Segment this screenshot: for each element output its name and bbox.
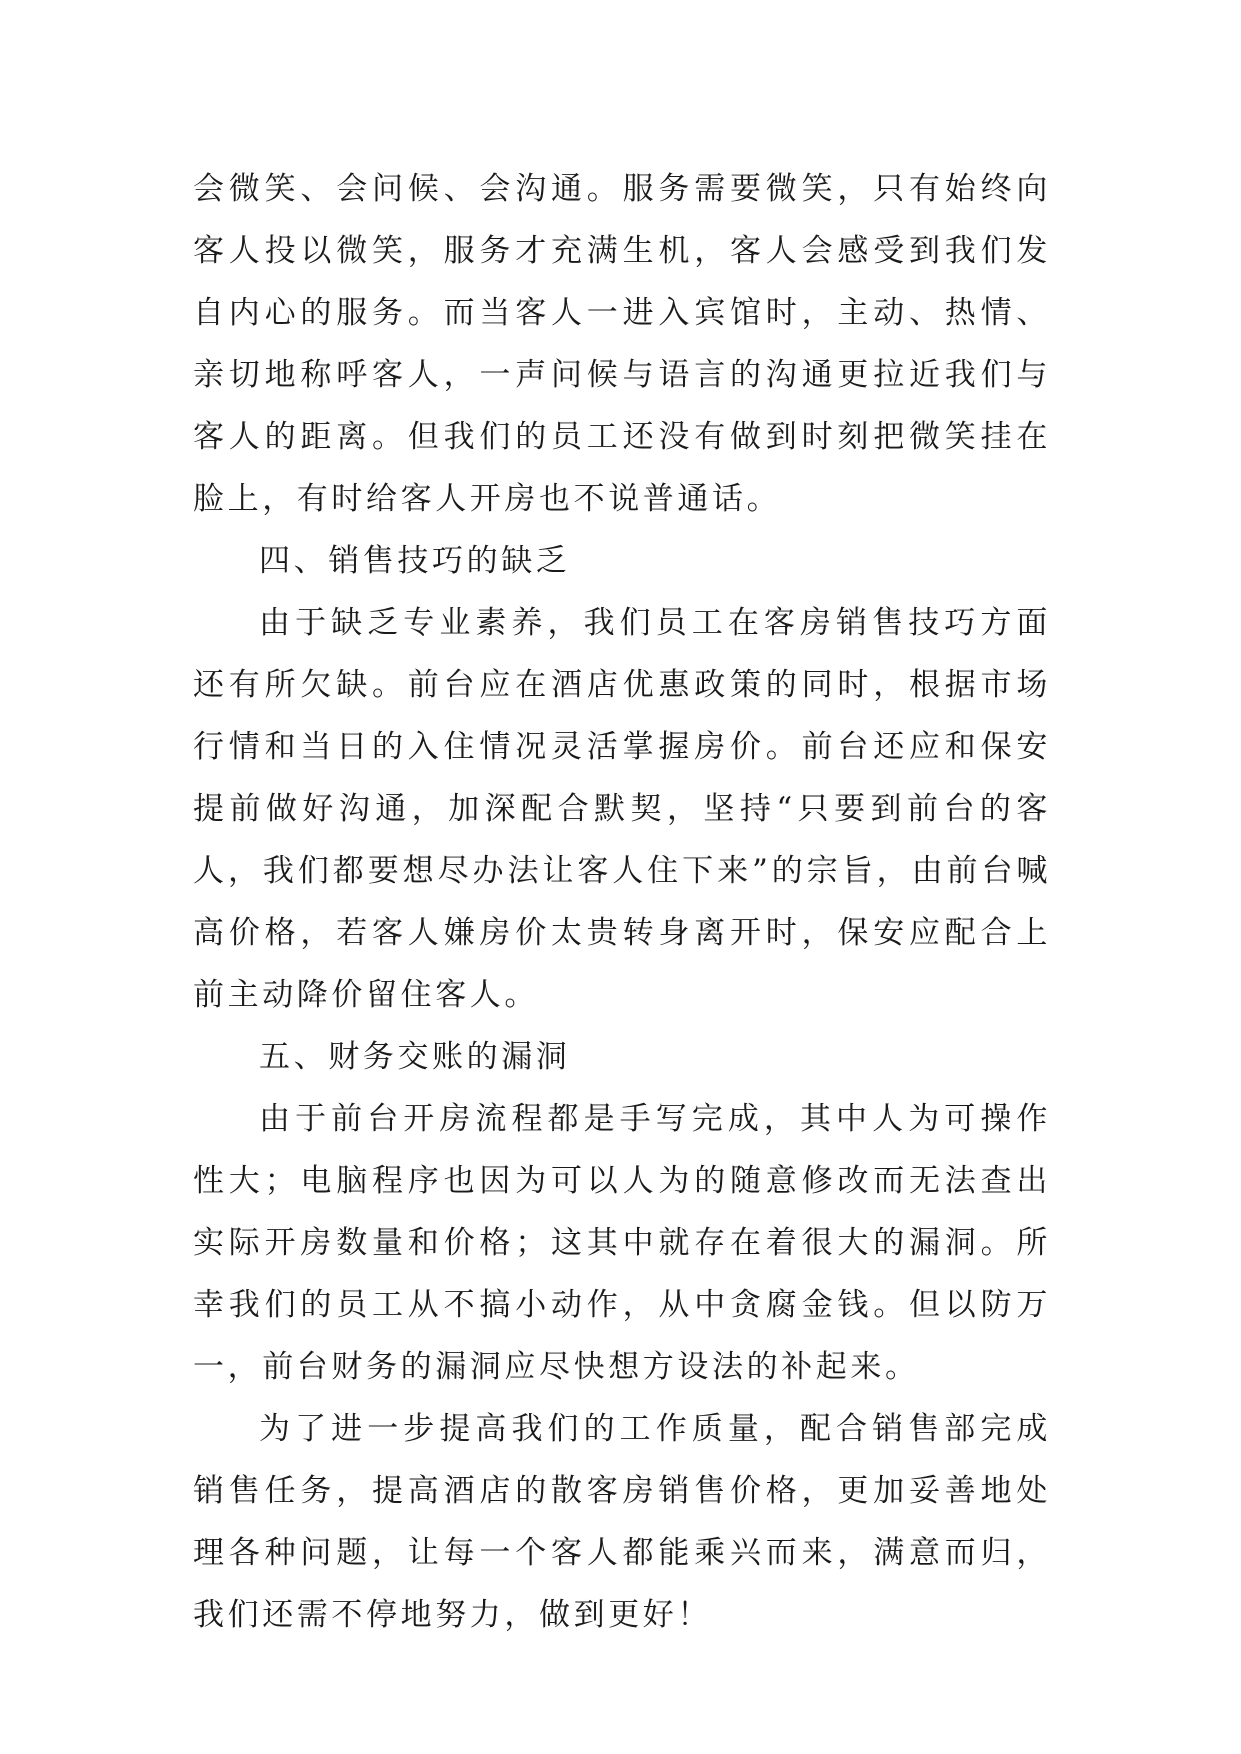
paragraph-conclusion: 为了进一步提高我们的工作质量，配合销售部完成销售任务，提高酒店的散客房销售价格，更加妥善地处理各种问题，让每一个客人都能乘兴而来，满意而归，我们还需不停地努力，做到更好！ — [193, 1411, 1051, 1633]
paragraph-smile-service: 会微笑、会问候、会沟通。服务需要微笑，只有始终向客人投以微笑，服务才充满生机，客人会感受到我们发自内心的服务。而当客人一进入宾馆时，主动、热情、亲切地称呼客人，一声问候与语言的沟通更拉近我们与客人的距离。但我们的员工还没有做到时刻把微笑挂在脸上，有时给客人开房也不说普通话。 — [193, 171, 1051, 517]
document-body — [193, 158, 1051, 1646]
section-heading-sales-skills: 四、销售技巧的缺乏 — [259, 543, 571, 579]
paragraph-finance-loophole: 由于前台开房流程都是手写完成，其中人为可操作性大；电脑程序也因为可以人为的随意修改而无法查出实际开房数量和价格；这其中就存在着很大的漏洞。所幸我们的员工从不搞小动作，从中贪腐金钱。但以防万一，前台财务的漏洞应尽快想方设法的补起来。 — [193, 1101, 1051, 1385]
paragraph-sales-skills: 由于缺乏专业素养，我们员工在客房销售技巧方面还有所欠缺。前台应在酒店优惠政策的同时，根据市场行情和当日的入住情况灵活掌握房价。前台还应和保安提前做好沟通，加深配合默契，坚持“只要到前台的客人，我们都要想尽办法让客人住下来”的宗旨，由前台喊高价格，若客人嫌房价太贵转身离开时，保安应配合上前主动降价留住客人。 — [193, 605, 1051, 1013]
section-heading-finance-loophole: 五、财务交账的漏洞 — [259, 1039, 571, 1075]
